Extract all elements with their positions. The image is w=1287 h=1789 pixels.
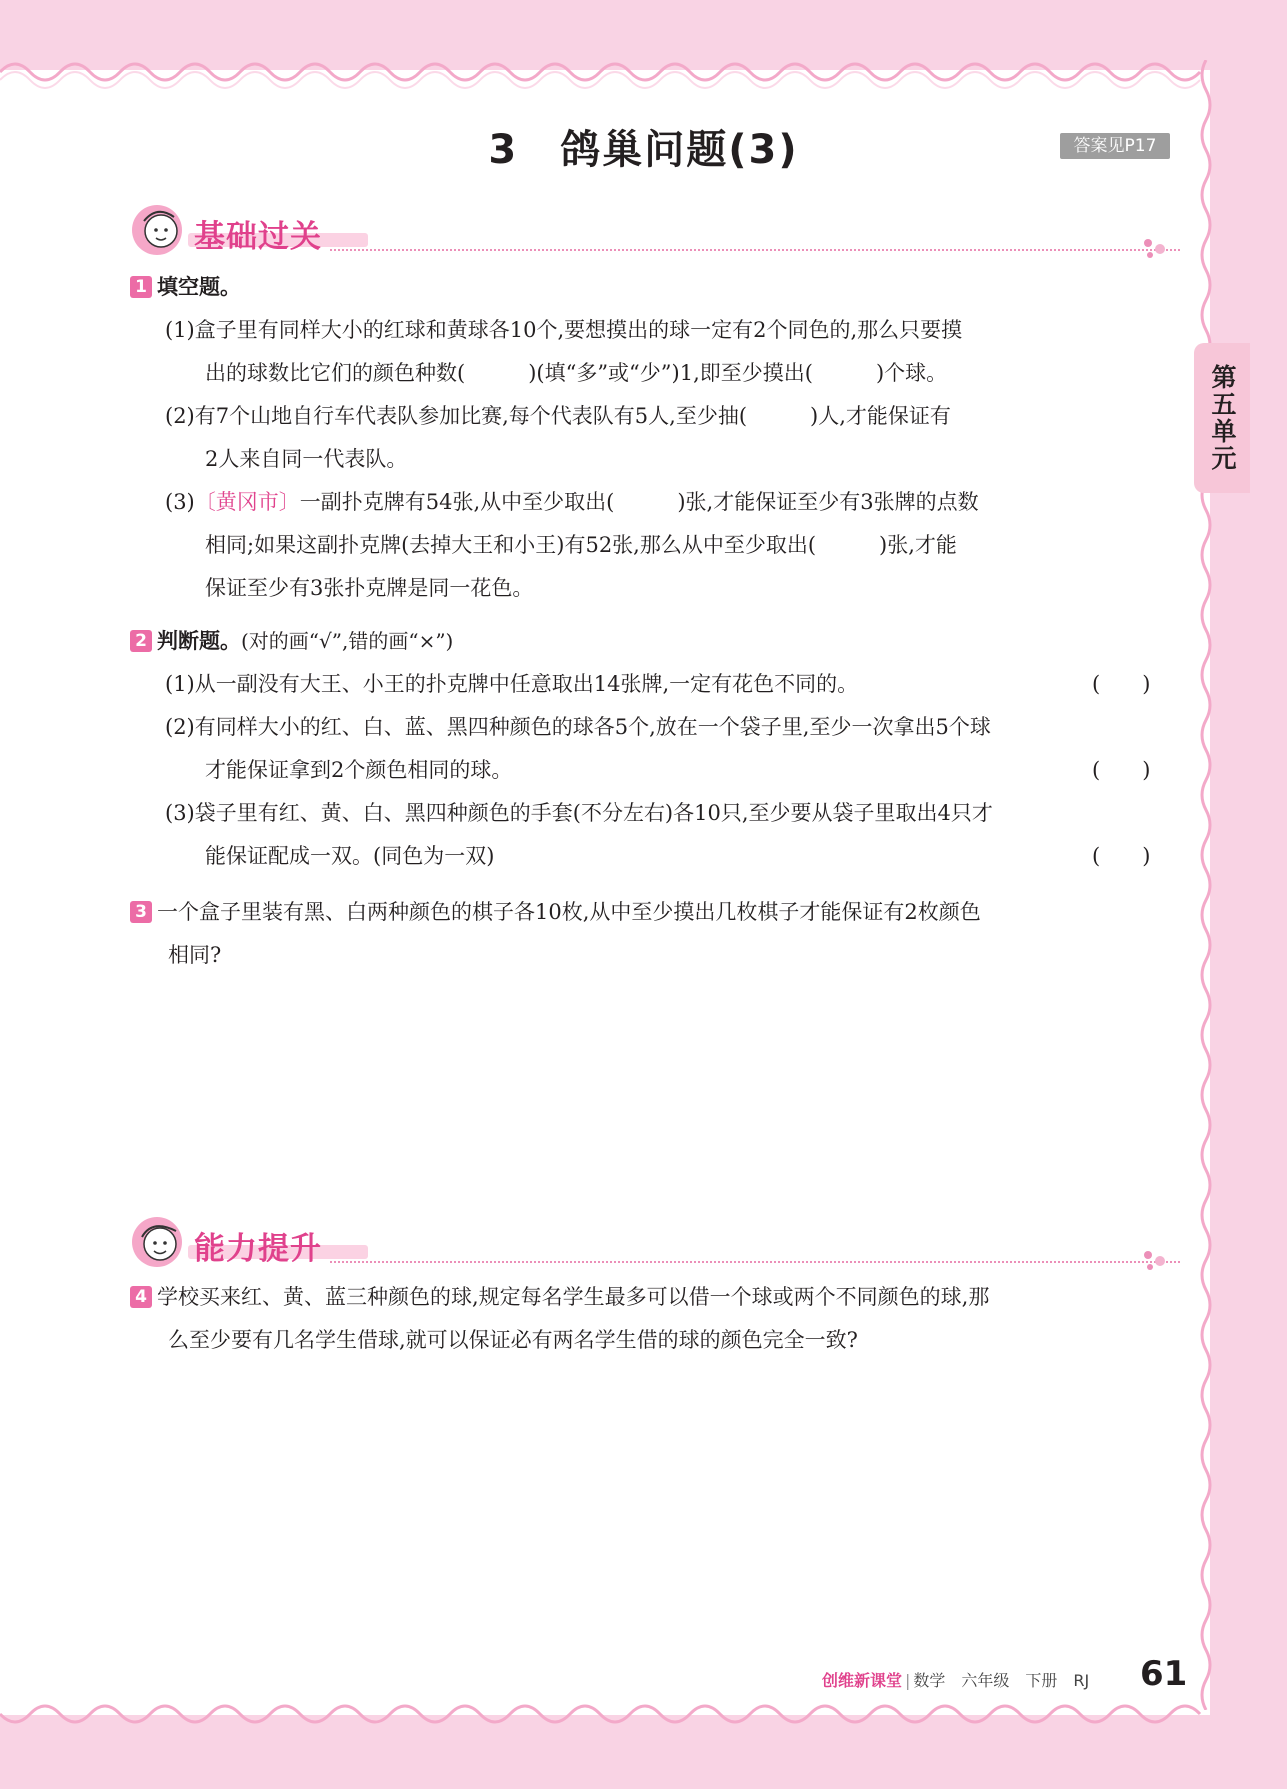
question-number-badge: 2 (130, 630, 152, 652)
decorative-dots-icon (1142, 1249, 1172, 1273)
item-prefix: (3) (165, 490, 195, 514)
question-text: 学校买来红、黄、蓝三种颜色的球,规定每名学生最多可以借一个球或两个不同颜色的球,那 (157, 1285, 990, 1309)
question-note: (对的画“√”,错的画“×”) (241, 629, 454, 653)
q3-line2: 相同? (168, 943, 222, 967)
question-number-badge: 1 (130, 276, 152, 298)
q2-item2-line1: (2)有同样大小的红、白、蓝、黑四种颜色的球各5个,放在一个袋子里,至少一次拿出5个球 (165, 715, 991, 739)
q1-item1-line1: (1)盒子里有同样大小的红球和黄球各10个,要想摸出的球一定有2个同色的,那么只要摸 (165, 318, 963, 342)
footer-subject: 数学 六年级 下册 RJ (913, 1671, 1090, 1690)
q1-item3-line2: 相同;如果这副扑克牌(去掉大王和小王)有52张,那么从中至少取出( )张,才能 (205, 533, 957, 557)
section-header-basic (130, 203, 1170, 263)
footer-separator: | (905, 1671, 911, 1690)
section-label: 能力提升 (194, 1231, 322, 1267)
page-footer (822, 1668, 1182, 1691)
page-number: 61 (1140, 1654, 1188, 1694)
q2-item1-answer-blank[interactable]: ( ) (1092, 672, 1151, 696)
q2-item3-line2: 能保证配成一双。(同色为一双) (205, 844, 495, 868)
section-dotted-rule (330, 249, 1180, 251)
wavy-border-top (0, 52, 1287, 92)
page-title: 3 鸽巢问题(3) (488, 127, 799, 173)
q1-heading (130, 271, 241, 303)
q1-item3-line1 (165, 486, 979, 518)
q1-item1-line2: 出的球数比它们的颜色种数( )(填“多”或“少”)1,即至少摸出( )个球。 (205, 361, 948, 385)
wavy-border-bottom (0, 1700, 1287, 1740)
student-avatar-icon (130, 203, 188, 257)
section-dotted-rule (330, 1261, 1180, 1263)
q2-item2-line2: 才能保证拿到2个颜色相同的球。 (205, 758, 513, 782)
q2-heading (130, 625, 453, 657)
wavy-border-right (1196, 60, 1216, 1710)
q1-item2-line2: 2人来自同一代表队。 (205, 447, 408, 471)
q2-item1-line1: (1)从一副没有大王、小王的扑克牌中任意取出14张牌,一定有花色不同的。 (165, 672, 859, 696)
q3-line1 (130, 896, 981, 928)
question-text: 一个盒子里装有黑、白两种颜色的棋子各10枚,从中至少摸出几枚棋子才能保证有2枚颜色 (157, 900, 981, 924)
q2-item3-line1: (3)袋子里有红、黄、白、黑四种颜色的手套(不分左右)各10只,至少要从袋子里取出4只才 (165, 801, 993, 825)
q2-item3-answer-blank[interactable]: ( ) (1092, 844, 1151, 868)
q1-item3-line3: 保证至少有3张扑克牌是同一花色。 (205, 576, 534, 600)
footer-brand: 创维新课堂 (822, 1671, 903, 1690)
question-number-badge: 3 (130, 901, 152, 923)
section-label: 基础过关 (194, 219, 322, 255)
question-number-badge: 4 (130, 1286, 152, 1308)
q4-line1 (130, 1281, 989, 1313)
question-title: 填空题。 (157, 275, 241, 299)
q4-line2: 么至少要有几名学生借球,就可以保证必有两名学生借的球的颜色完全一致? (168, 1328, 858, 1352)
answer-reference-badge: 答案见P17 (1060, 133, 1170, 159)
decorative-dots-icon (1142, 237, 1172, 261)
question-title: 判断题。 (157, 629, 241, 653)
unit-tab: 第五单元 (1194, 343, 1250, 493)
item-text: 一副扑克牌有54张,从中至少取出( )张,才能保证至少有3张牌的点数 (299, 490, 979, 514)
q1-item2-line1: (2)有7个山地自行车代表队参加比赛,每个代表队有5人,至少抽( )人,才能保证有 (165, 404, 951, 428)
student-avatar-icon (130, 1215, 188, 1269)
source-tag: 〔黄冈市〕 (194, 490, 300, 514)
q2-item2-answer-blank[interactable]: ( ) (1092, 758, 1151, 782)
section-header-advanced (130, 1215, 1170, 1275)
